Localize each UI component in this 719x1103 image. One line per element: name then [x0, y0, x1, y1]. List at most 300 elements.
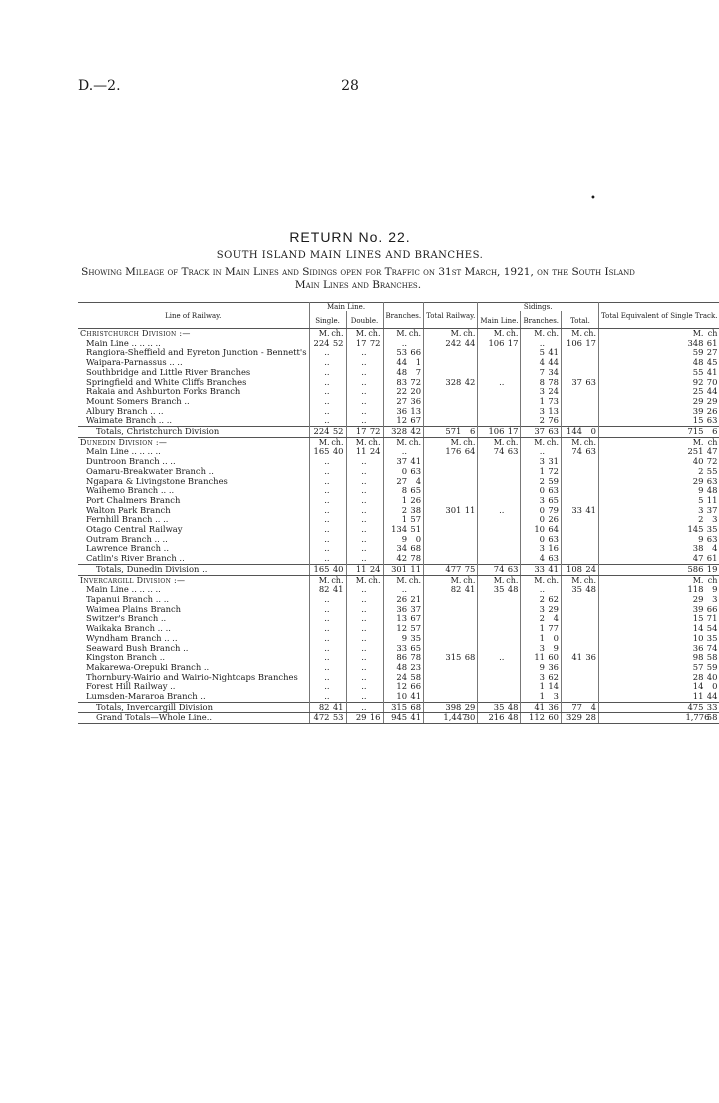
chains-value: 27 [706, 347, 718, 358]
mileage-cell [599, 713, 719, 724]
mileage-cell [478, 467, 521, 477]
miles-value: 1,776 [685, 712, 710, 723]
mileage-cell [478, 358, 521, 368]
miles-value: 112 [529, 712, 546, 723]
mileage-cell [562, 397, 599, 407]
chains-value: 3 [712, 593, 718, 604]
line-name: Walton Park Branch [78, 506, 309, 516]
miles-value: .. [539, 446, 546, 457]
col-sidings: Sidings. [478, 303, 599, 312]
chains-value: 78 [410, 553, 422, 564]
mileage-cell [521, 692, 562, 702]
miles-value: .. [539, 337, 546, 348]
chains-value: 24 [585, 563, 597, 574]
mileage-cell [424, 634, 478, 644]
table-body [78, 329, 719, 724]
line-name: Waimate Branch .. .. [78, 416, 309, 426]
mileage-cell [478, 416, 521, 426]
miles-value: 1 [539, 632, 546, 643]
miles-value: 145 [687, 524, 704, 535]
miles-value: .. [361, 415, 367, 426]
line-name: Rakaia and Ashburton Forks Branch [78, 387, 309, 397]
division-heading: Christchurch Division :— [78, 329, 309, 339]
mileage-cell [521, 713, 562, 724]
chains-value: 40 [332, 563, 344, 574]
chains-value: 23 [410, 661, 422, 672]
miles-value: 1 [539, 681, 546, 692]
division-total-row [78, 702, 719, 713]
mileage-cell [424, 653, 478, 663]
line-name: Fernhill Branch .. .. [78, 515, 309, 525]
chains-value: 44 [464, 337, 476, 348]
chains-value: 44 [706, 691, 718, 702]
miles-value: 11 [355, 563, 367, 574]
miles-value: .. [324, 642, 330, 653]
line-name: Catlin's River Branch .. [78, 554, 309, 564]
chains-value: 38 [410, 504, 422, 515]
miles-value: 4 [539, 357, 546, 368]
miles-value: .. [361, 366, 367, 377]
mileage-cell [478, 535, 521, 545]
miles-value: 108 [566, 563, 583, 574]
return-subtitle: SOUTH ISLAND MAIN LINES AND BRANCHES. [216, 250, 484, 261]
chains-value: 47 [706, 446, 718, 457]
units-label: M. ch [692, 437, 718, 447]
chains-value: 9 [712, 584, 718, 595]
mileage-cell [424, 378, 478, 388]
chains-value: 64 [464, 446, 476, 457]
chains-value: 41 [410, 691, 422, 702]
miles-value: 12 [396, 681, 408, 692]
miles-value: 10 [534, 524, 546, 535]
chains-value: 36 [548, 661, 560, 672]
miles-value: 11 [355, 446, 367, 457]
chains-value: 29 [706, 395, 718, 406]
chains-value: 53 [332, 712, 344, 723]
miles-value: 28 [692, 671, 704, 682]
chains-value: 63 [507, 563, 519, 574]
mileage-cell [478, 486, 521, 496]
line-name: Tapanui Branch .. .. [78, 595, 309, 605]
line-name: Switzer's Branch .. [78, 614, 309, 624]
chains-value: 41 [410, 456, 422, 467]
mileage-cell [383, 554, 424, 564]
mileage-cell [424, 713, 478, 724]
miles-value: 329 [566, 712, 583, 723]
miles-value: .. [361, 691, 367, 702]
miles-value: 477 [445, 563, 462, 574]
miles-value: 0 [539, 514, 546, 525]
chains-value: 31 [548, 456, 560, 467]
miles-value: 5 [539, 347, 546, 358]
mileage-cell [424, 702, 478, 713]
miles-value: .. [361, 357, 367, 368]
stray-mark: • [590, 193, 596, 204]
mileage-cell [424, 614, 478, 624]
mileage-cell [562, 506, 599, 516]
miles-value: .. [324, 405, 330, 416]
miles-value: 53 [396, 347, 408, 358]
mileage-cell [562, 378, 599, 388]
chains-value: 58 [706, 712, 718, 723]
miles-value: 9 [401, 632, 408, 643]
chains-value: 72 [548, 465, 560, 476]
mileage-cell [346, 416, 383, 426]
miles-value: 106 [488, 426, 505, 437]
miles-value: 348 [687, 337, 704, 348]
mileage-cell [478, 554, 521, 564]
miles-value: .. [401, 337, 408, 348]
mileage-cell [478, 387, 521, 397]
mileage-cell [424, 407, 478, 417]
miles-value: 8 [401, 485, 408, 496]
miles-value: .. [324, 415, 330, 426]
miles-value: .. [324, 485, 330, 496]
chains-value: 48 [507, 701, 519, 712]
division-heading: Invercargill Division :— [78, 575, 309, 585]
line-name: Main Line .. .. .. .. [78, 339, 309, 349]
miles-value: 35 [493, 701, 505, 712]
miles-value: 29 [692, 593, 704, 604]
chains-value: 26 [410, 494, 422, 505]
mileage-cell [309, 702, 346, 713]
chains-value: 4 [415, 475, 422, 486]
mileage-cell [478, 624, 521, 634]
chains-value: 0 [590, 426, 597, 437]
mileage-cell [562, 663, 599, 673]
chains-value: 4 [553, 613, 560, 624]
chains-value: 0 [712, 681, 718, 692]
miles-value: 328 [391, 426, 408, 437]
table-header [78, 303, 719, 329]
miles-value: 92 [692, 376, 704, 387]
mileage-cell [478, 564, 521, 575]
miles-value: 11 [534, 652, 546, 663]
miles-value: .. [324, 504, 330, 515]
miles-value: .. [361, 386, 367, 397]
miles-value: 15 [692, 415, 704, 426]
division-heading: Dunedin Division :— [78, 437, 309, 447]
mileage-cell [346, 554, 383, 564]
miles-value: .. [324, 623, 330, 634]
chains-value: 63 [548, 553, 560, 564]
mileage-cell [562, 525, 599, 535]
chains-value: 0 [553, 632, 560, 643]
chains-value: 29 [548, 603, 560, 614]
miles-value: .. [499, 504, 505, 515]
chains-value: 63 [507, 446, 519, 457]
miles-value: 2 [539, 475, 546, 486]
mileage-cell [383, 416, 424, 426]
mileage-cell [562, 427, 599, 438]
miles-value: 39 [692, 405, 704, 416]
chains-value: 24 [369, 563, 381, 574]
mileage-cell [478, 702, 521, 713]
miles-value: 106 [488, 337, 505, 348]
miles-value: .. [361, 681, 367, 692]
table-row [78, 477, 719, 487]
chains-value: 60 [548, 712, 560, 723]
miles-value: .. [361, 543, 367, 554]
units-label: M. ch. [562, 329, 599, 339]
table-row [78, 525, 719, 535]
units-label: M. ch. [346, 575, 383, 585]
line-name: Wyndham Branch .. .. [78, 634, 309, 644]
chains-value: 61 [706, 553, 718, 564]
division-heading-row [78, 329, 719, 339]
miles-value: 328 [445, 376, 462, 387]
mileage-cell [478, 663, 521, 673]
miles-value: 24 [396, 671, 408, 682]
miles-value: 251 [687, 446, 704, 457]
mileage-cell [424, 416, 478, 426]
mileage-cell [562, 595, 599, 605]
miles-value: 86 [396, 652, 408, 663]
mileage-cell [346, 713, 383, 724]
chains-value: 68 [410, 543, 422, 554]
miles-value: 0 [539, 504, 546, 515]
chains-value: 63 [548, 533, 560, 544]
miles-value: 44 [396, 357, 408, 368]
return-title: RETURN No. 22. [289, 229, 411, 245]
miles-value: 3 [539, 671, 546, 682]
line-name: Waimea Plains Branch [78, 605, 309, 615]
miles-value: 3 [539, 603, 546, 614]
miles-value: .. [324, 347, 330, 358]
chains-value: 41 [548, 563, 560, 574]
miles-value: 475 [687, 701, 704, 712]
miles-value: .. [324, 671, 330, 682]
miles-value: 3 [539, 456, 546, 467]
mileage-cell [424, 595, 478, 605]
miles-value: 216 [488, 712, 505, 723]
miles-value: 48 [396, 661, 408, 672]
chains-value: 57 [410, 514, 422, 525]
line-name: Ngapara & Livingstone Branches [78, 477, 309, 487]
col-total-railway: Total Railway. [424, 303, 478, 329]
miles-value: 41 [571, 652, 583, 663]
miles-value: .. [499, 652, 505, 663]
table-row [78, 554, 719, 564]
mileage-cell [562, 653, 599, 663]
units-label: M. ch. [562, 575, 599, 585]
mileage-table [78, 302, 719, 724]
line-name: Forest Hill Railway .. [78, 682, 309, 692]
miles-value: .. [324, 524, 330, 535]
miles-value: 29 [692, 475, 704, 486]
mileage-cell [424, 663, 478, 673]
mileage-cell [424, 535, 478, 545]
mileage-cell [309, 427, 346, 438]
units-label: M. ch. [383, 437, 424, 447]
miles-value: 242 [445, 337, 462, 348]
chains-value: 78 [548, 376, 560, 387]
chains-value: 1 [415, 357, 422, 368]
chains-value: 20 [410, 386, 422, 397]
miles-value: .. [324, 514, 330, 525]
chains-value: 68 [464, 652, 476, 663]
units-label: M. ch. [521, 329, 562, 339]
mileage-cell [562, 544, 599, 554]
chains-value: 37 [706, 504, 718, 515]
miles-value: 1 [539, 465, 546, 476]
miles-value: .. [324, 357, 330, 368]
miles-value: .. [324, 632, 330, 643]
chains-value: 76 [548, 415, 560, 426]
chains-value: 36 [548, 701, 560, 712]
miles-value: 40 [692, 456, 704, 467]
line-name: Duntroon Branch .. .. [78, 457, 309, 467]
miles-value: 26 [396, 593, 408, 604]
page-code: D.—2. [78, 78, 121, 94]
mileage-cell [478, 605, 521, 615]
miles-value: .. [324, 652, 330, 663]
col-main-line: Main Line. [309, 303, 383, 312]
mileage-cell [478, 515, 521, 525]
miles-value: 36 [692, 642, 704, 653]
col-double: Double. [346, 311, 383, 329]
miles-value: .. [499, 376, 505, 387]
grand-total-row [78, 713, 719, 724]
chains-value: 54 [706, 623, 718, 634]
chains-value: 36 [410, 395, 422, 406]
chains-value: 21 [410, 593, 422, 604]
miles-value: 82 [318, 584, 330, 595]
chains-value: 40 [332, 446, 344, 457]
miles-value: .. [324, 613, 330, 624]
chains-value: 72 [369, 337, 381, 348]
miles-value: 5 [698, 494, 704, 505]
miles-value: 25 [692, 386, 704, 397]
col-sidings-total: Total. [562, 311, 599, 329]
miles-value: .. [324, 533, 330, 544]
mileage-cell [478, 544, 521, 554]
chains-value: 41 [332, 584, 344, 595]
miles-value: .. [324, 553, 330, 564]
units-label: M. ch. [478, 437, 521, 447]
mileage-cell [383, 713, 424, 724]
miles-value: 22 [396, 386, 408, 397]
chains-value: 59 [706, 661, 718, 672]
chains-value: 41 [464, 584, 476, 595]
mileage-cell [478, 339, 521, 349]
miles-value: 4 [539, 553, 546, 564]
miles-value: .. [361, 533, 367, 544]
chains-value: 41 [410, 712, 422, 723]
miles-value: 36 [396, 603, 408, 614]
miles-value: 118 [687, 584, 704, 595]
miles-value: 9 [698, 485, 704, 496]
miles-value: .. [361, 584, 367, 595]
chains-value: 63 [706, 475, 718, 486]
chains-value: 57 [410, 623, 422, 634]
miles-value: .. [361, 524, 367, 535]
chains-value: 70 [706, 376, 718, 387]
miles-value: 571 [445, 426, 462, 437]
mileage-cell [478, 378, 521, 388]
miles-value: .. [361, 652, 367, 663]
mileage-cell [562, 486, 599, 496]
chains-value: 3 [553, 691, 560, 702]
miles-value: 83 [396, 376, 408, 387]
mileage-cell [562, 535, 599, 545]
chains-value: 44 [548, 357, 560, 368]
miles-value: 9 [539, 661, 546, 672]
chains-value: 37 [410, 603, 422, 614]
miles-value: 27 [396, 395, 408, 406]
mileage-cell [478, 614, 521, 624]
mileage-cell [562, 554, 599, 564]
miles-value: .. [361, 395, 367, 406]
miles-value: 7 [539, 366, 546, 377]
division-heading-row [78, 575, 719, 585]
chains-value: 35 [410, 632, 422, 643]
chains-value: 4 [712, 543, 718, 554]
miles-value: 37 [571, 376, 583, 387]
mileage-cell [562, 348, 599, 358]
miles-value: .. [324, 366, 330, 377]
miles-value: 17 [355, 426, 367, 437]
miles-value: .. [324, 593, 330, 604]
mileage-cell [383, 692, 424, 702]
miles-value: 35 [493, 584, 505, 595]
miles-value: 315 [445, 652, 462, 663]
chains-value: 19 [706, 563, 718, 574]
miles-value: 1 [539, 623, 546, 634]
miles-value: 33 [534, 563, 546, 574]
line-name: Outram Branch .. .. [78, 535, 309, 545]
miles-value: 74 [493, 446, 505, 457]
miles-value: 2 [539, 415, 546, 426]
mileage-cell [424, 682, 478, 692]
units-label: M. ch. [521, 437, 562, 447]
mileage-cell [562, 416, 599, 426]
miles-value: 301 [391, 563, 408, 574]
chains-value: 74 [706, 642, 718, 653]
miles-value: .. [324, 386, 330, 397]
chains-value: 26 [548, 514, 560, 525]
units-label: M. ch. [383, 329, 424, 339]
chains-value: 36 [585, 652, 597, 663]
miles-value: .. [361, 603, 367, 614]
division-total-row [78, 564, 719, 575]
mileage-cell [562, 614, 599, 624]
miles-value: .. [324, 494, 330, 505]
chains-value: 77 [548, 623, 560, 634]
chains-value: 65 [548, 494, 560, 505]
line-name: Oamaru-Breakwater Branch .. [78, 467, 309, 477]
chains-value: 66 [410, 347, 422, 358]
mileage-cell [478, 653, 521, 663]
miles-value: 1 [401, 494, 408, 505]
line-name: Totals, Dunedin Division .. [78, 564, 309, 575]
miles-value: .. [324, 603, 330, 614]
col-total-equivalent: Total Equivalent of Single Track. [599, 303, 719, 329]
chains-value: 3 [712, 514, 718, 525]
mileage-cell [424, 564, 478, 575]
chains-value: 65 [410, 485, 422, 496]
mileage-cell [424, 447, 478, 457]
units-label: M. ch. [562, 437, 599, 447]
mileage-cell [562, 702, 599, 713]
chains-value: 79 [548, 504, 560, 515]
chains-value: 45 [706, 357, 718, 368]
mileage-cell [478, 673, 521, 683]
chains-value: 11 [410, 563, 422, 574]
col-line-of-railway: Line of Railway. [78, 303, 309, 329]
miles-value: 33 [571, 504, 583, 515]
miles-value: 17 [355, 337, 367, 348]
